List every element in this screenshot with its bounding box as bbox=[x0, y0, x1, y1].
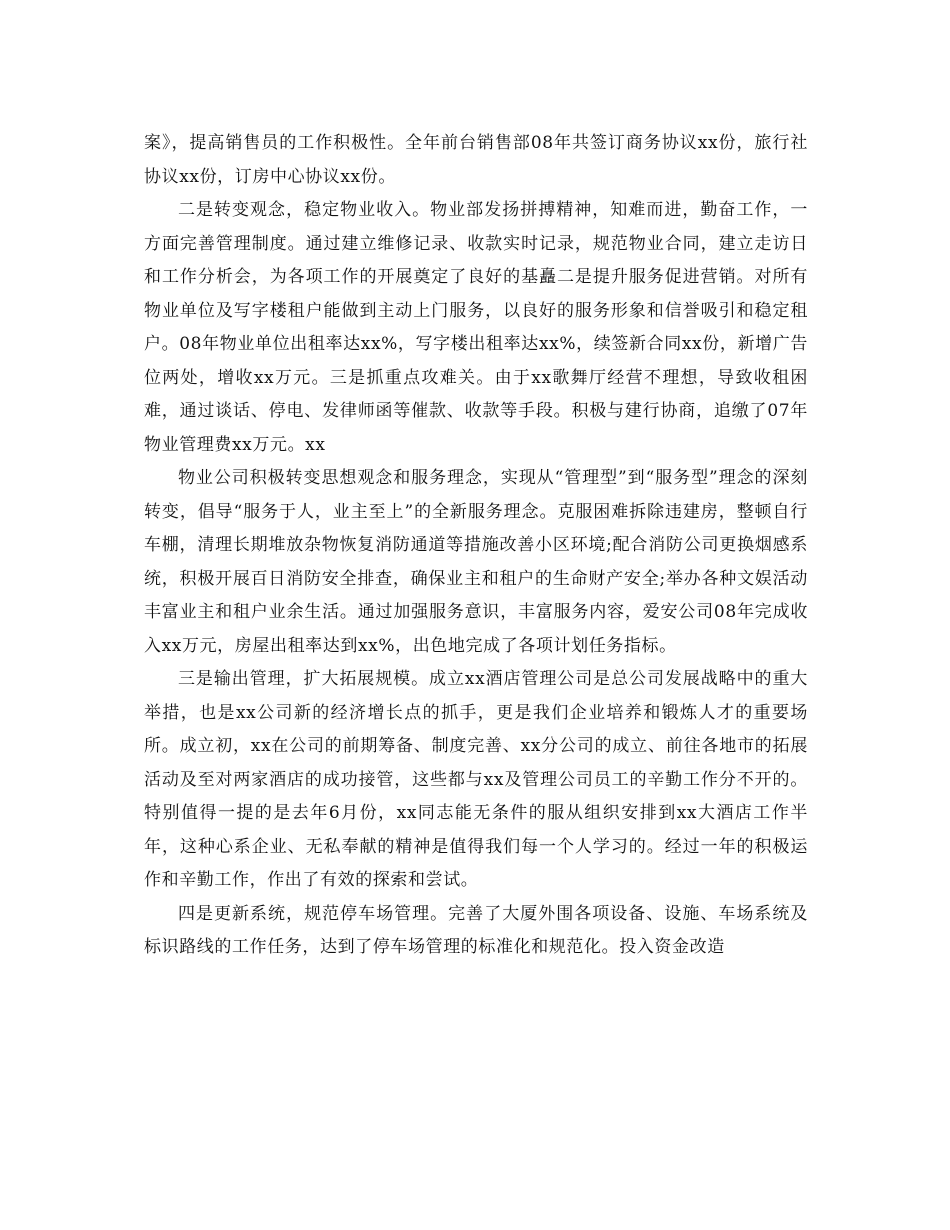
paragraph-parking-management: 四是更新系统，规范停车场管理。完善了大厦外围各项设备、设施、车场系统及标识路线的工作任务，达到了停车场管理的标准化和规范化。投入资金改造 bbox=[144, 903, 808, 957]
paragraph-property-income: 二是转变观念，稳定物业收入。物业部发扬拼搏精神，知难而进，勤奋工作，一方面完善管理制度。通过建立维修记录、收款实时记录，规范物业合同，建立走访日和工作分析会，为各项工作的开展奠定了良好的基矗二是提升服务促进营销。对所有物业单位及写字楼租户能做到主动上门服务，以良好的服务形象和信誉吸引和稳定租户。08年物业单位出租率达xx%，写字楼出租率达xx%，续签新合同xx份，新增广告位两处，增收xx万元。三是抓重点攻难关。由于xx歌舞厅经营不理想，导致收租困难，通过谈话、停电、发律师函等催款、收款等手段。积极与建行协商，追缴了07年物业管理费xx万元。xx bbox=[144, 200, 808, 455]
paragraph-output-management: 三是输出管理，扩大拓展规模。成立xx酒店管理公司是总公司发展战略中的重大举措，也是xx公司新的经济增长点的抓手，更是我们企业培养和锻炼人才的重要场所。成立初，xx在公司的前期筹备、制度完善、xx分公司的成立、前往各地市的拓展活动及至对两家酒店的成功接管，这些都与xx及管理公司员工的辛勤工作分不开的。特别值得一提的是去年6月份，xx同志能无条件的服从组织安排到xx大酒店工作半年，这种心系企业、无私奉献的精神是值得我们每一个人学习的。经过一年的积极运作和辛勤工作，作出了有效的探索和尝试。 bbox=[144, 669, 808, 890]
paragraph-continuation: 案》，提高销售员的工作积极性。全年前台销售部08年共签订商务协议xx份，旅行社协议xx份，订房中心协议xx份。 bbox=[144, 133, 808, 187]
document-body bbox=[144, 127, 808, 965]
paragraph-property-company: 物业公司积极转变思想观念和服务理念，实现从“管理型”到“服务型”理念的深刻转变，倡导“服务于人，业主至上”的全新服务理念。克服困难拆除违建房，整顿自行车棚，清理长期堆放杂物恢复消防通道等措施改善小区环境;配合消防公司更换烟感系统，积极开展百日消防安全排查，确保业主和租户的生命财产安全;举办各种文娱活动丰富业主和租户业余生活。通过加强服务意识，丰富服务内容，爱安公司08年完成收入xx万元，房屋出租率达到xx%，出色地完成了各项计划任务指标。 bbox=[144, 468, 808, 656]
